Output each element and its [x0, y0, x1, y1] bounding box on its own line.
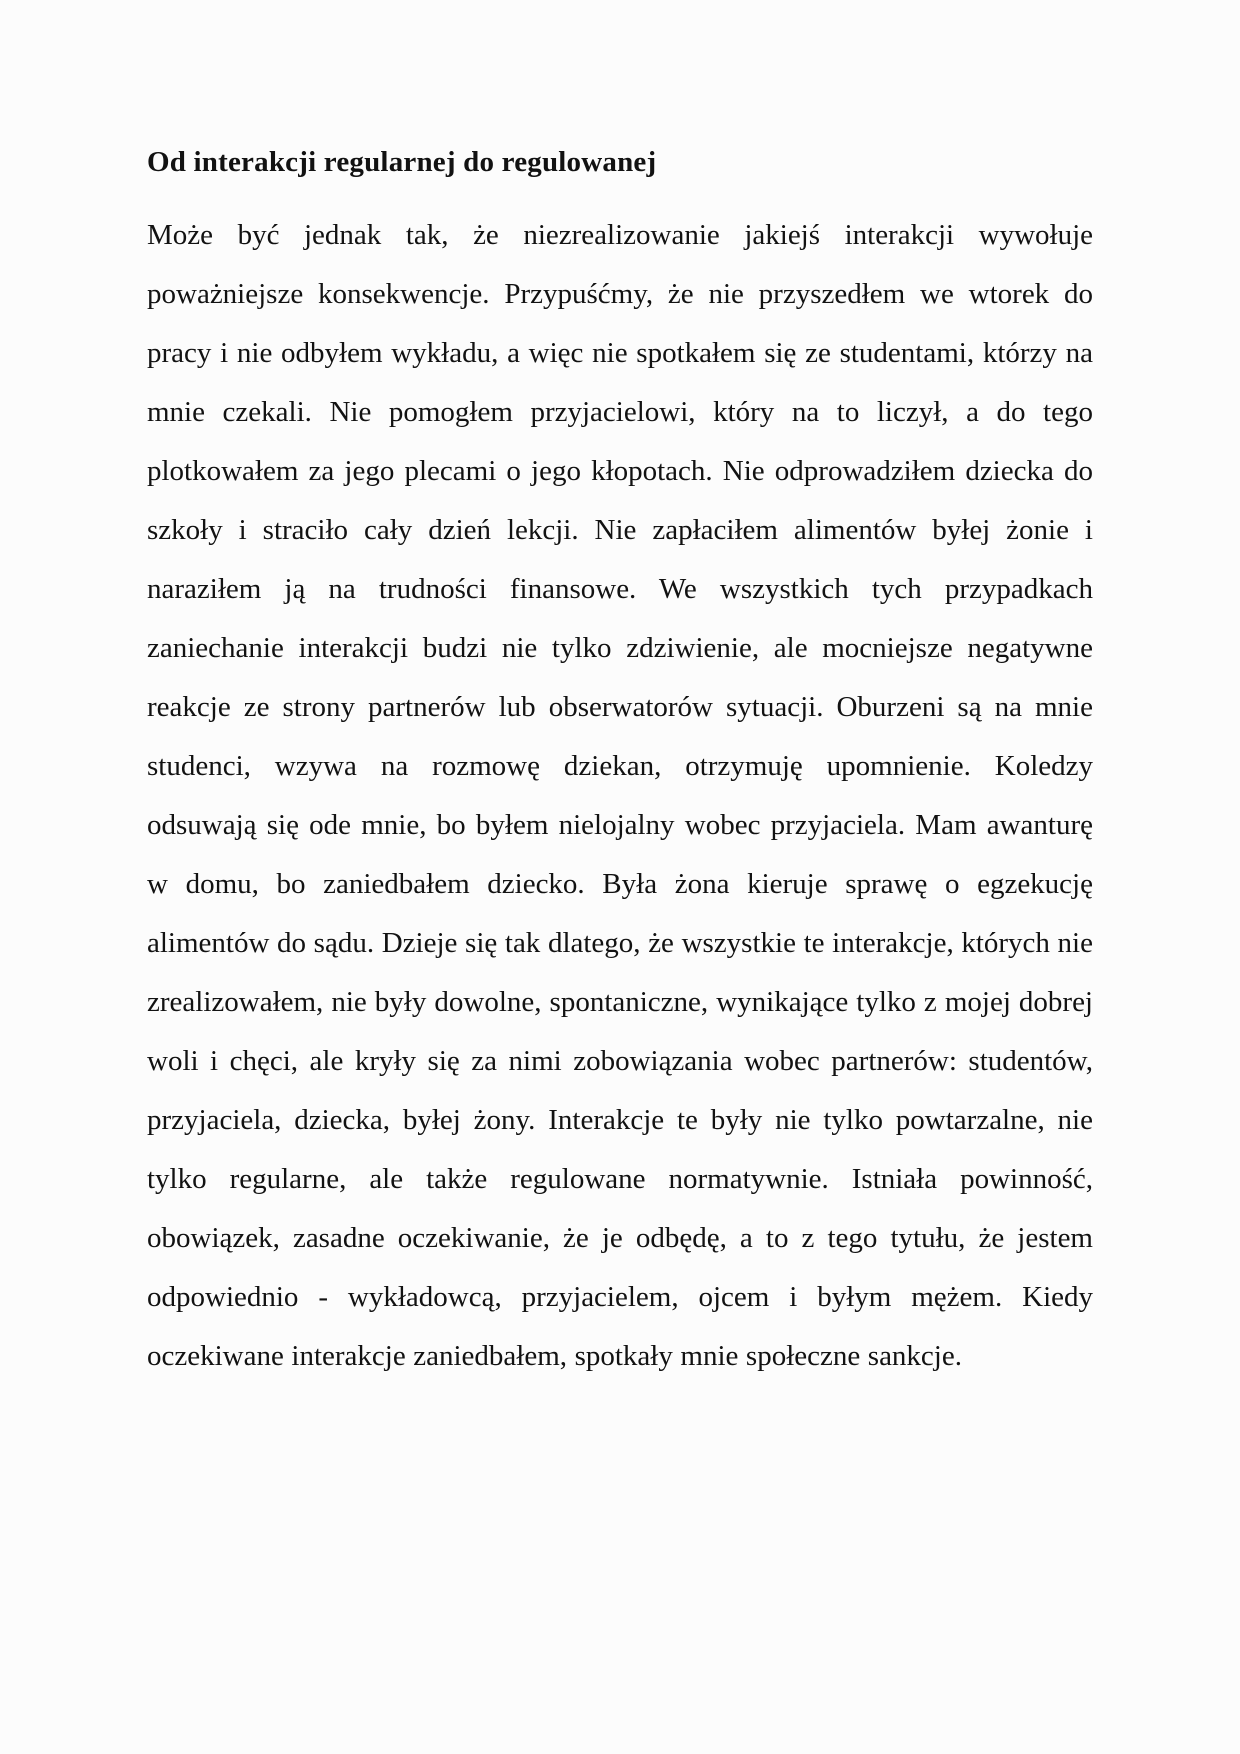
document-body-paragraph: Może być jednak tak, że niezrealizowanie jakiejś interakcji wywołuje poważniejsze konsekwencje. Przypuśćmy, że nie przyszedłem we wtorek do pracy i nie odbyłem wykładu, a więc nie spotkałem się ze studentami, którzy na mnie czekali. Nie pomogłem przyjacielowi, który na to liczył, a do tego plotkowałem za jego plecami o jego kłopotach. Nie odprowadziłem dziecka do szkoły i straciło cały dzień lekcji. Nie zapłaciłem alimentów byłej żonie i naraziłem ją na trudności finansowe. We wszystkich tych przypadkach zaniechanie interakcji budzi nie tylko zdziwienie, ale mocniejsze negatywne reakcje ze strony partnerów lub obserwatorów sytuacji. Oburzeni są na mnie studenci, wzywa na rozmowę dziekan, otrzymuję upomnienie. Koledzy odsuwają się ode mnie, bo byłem nielojalny wobec przyjaciela. Mam awanturę w domu, bo zaniedbałem dziecko. Była żona kieruje sprawę o egzekucję alimentów do sądu. Dzieje się tak dlatego, że wszystkie te interakcje, których nie zrealizowałem, nie były dowolne, spontaniczne, wynikające tylko z mojej dobrej woli i chęci, ale kryły się za nimi zobowiązania wobec partnerów: studentów, przyjaciela, dziecka, byłej żony. Interakcje te były nie tylko powtarzalne, nie tylko regularne, ale także regulowane normatywnie. Istniała powinność, obowiązek, zasadne oczekiwanie, że je odbędę, a to z tego tytułu, że jestem odpowiednio - wykładowcą, przyjacielem, ojcem i byłym mężem. Kiedy oczekiwane interakcje zaniedbałem, spotkały mnie społeczne sankcje. [147, 219, 1093, 1372]
document-title: Od interakcji regularnej do regulowanej [147, 146, 657, 178]
